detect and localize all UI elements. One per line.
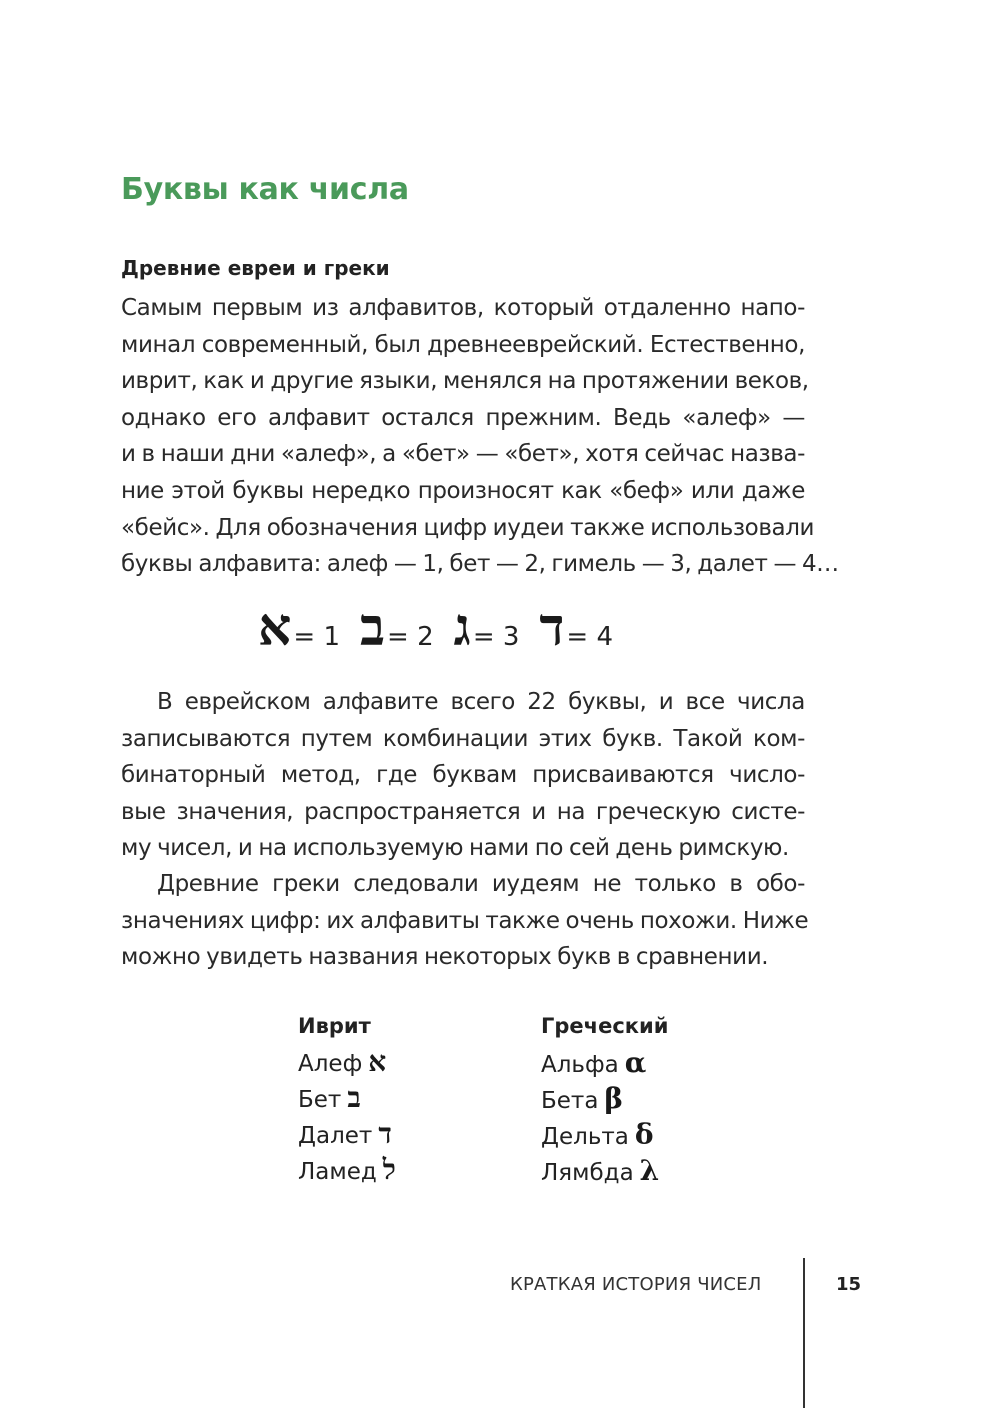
equation-term — [258, 597, 340, 658]
hebrew-glyph: א — [368, 1045, 387, 1078]
hebrew-glyph: ל — [382, 1153, 396, 1186]
greek-glyph: δ — [634, 1117, 654, 1151]
footer-divider — [803, 1258, 805, 1408]
section-subtitle: Древние евреи и греки — [121, 256, 390, 280]
greek-glyph: α — [624, 1045, 647, 1079]
table-header-row — [298, 1012, 668, 1044]
table-row — [298, 1080, 668, 1116]
header-hebrew: Иврит — [298, 1014, 371, 1038]
greek-name: Бета — [541, 1087, 599, 1114]
paragraph-greeks — [121, 866, 809, 976]
greek-cell — [541, 1080, 668, 1116]
equation-term — [539, 597, 614, 658]
equation-term — [453, 597, 520, 658]
paragraph-intro — [121, 290, 839, 583]
equation-value: = 2 — [387, 622, 434, 652]
text-line: минал современный, был древнееврейский. Естественно, — [121, 331, 805, 358]
hebrew-name: Алеф — [298, 1051, 363, 1077]
equation-value: = 4 — [566, 622, 614, 652]
text-line: ние этой буквы нередко произносят как «беф» или даже — [121, 477, 805, 504]
hebrew-letter: ב — [359, 597, 386, 658]
hebrew-glyph: ב — [347, 1081, 361, 1114]
text-line: и в наши дни «алеф», а «бет» — «бет», хотя сейчас назва- — [121, 441, 805, 468]
hebrew-name: Ламед — [298, 1159, 377, 1185]
hebrew-name: Бет — [298, 1087, 342, 1113]
hebrew-letter: א — [258, 597, 292, 658]
greek-glyph: λ — [639, 1153, 660, 1187]
table-row — [298, 1152, 668, 1188]
hebrew-cell — [298, 1044, 541, 1080]
equation-value: = 1 — [293, 622, 340, 652]
greek-cell — [541, 1152, 668, 1188]
text-line: Самым первым из алфавитов, который отдаленно напо- — [121, 295, 805, 321]
table-row — [298, 1044, 668, 1080]
text-line: можно увидеть названия некоторых букв в сравнении. — [121, 944, 769, 971]
text-line: значениях цифр: их алфавиты также очень похожи. Ниже — [121, 907, 809, 934]
hebrew-name: Далет — [298, 1123, 373, 1149]
text-line: записываются путем комбинации этих букв. Такой ком- — [121, 725, 805, 752]
greek-cell — [541, 1116, 668, 1152]
page-number: 15 — [836, 1274, 862, 1295]
text-line: «бейс». Для обозначения цифр иудеи также использовали — [121, 514, 815, 541]
hebrew-cell — [298, 1116, 541, 1152]
letter-value-equation — [258, 597, 633, 662]
hebrew-letter: ג — [453, 597, 471, 658]
table-row — [298, 1116, 668, 1152]
page-title: Буквы как числа — [121, 172, 409, 207]
text-line: В еврейском алфавите всего 22 буквы, и все числа — [157, 689, 805, 715]
text-line: иврит, как и другие языки, менялся на протяжении веков, — [121, 368, 809, 395]
hebrew-letter: ד — [539, 597, 565, 658]
text-line: Древние греки следовали иудеям не только в обо- — [157, 871, 805, 897]
running-title: КРАТКАЯ ИСТОРИЯ ЧИСЕЛ — [510, 1274, 762, 1295]
text-line: бинаторный метод, где буквам присваиваются число- — [121, 762, 805, 789]
equation-value: = 3 — [472, 622, 520, 652]
text-line: буквы алфавита: алеф — 1, бет — 2, гимель — 3, далет — 4… — [121, 551, 839, 578]
hebrew-cell — [298, 1080, 541, 1116]
text-line: му чисел, и на используемую нами по сей день римскую. — [121, 835, 789, 862]
equation-term — [359, 597, 434, 658]
greek-name: Альфа — [541, 1051, 619, 1078]
greek-name: Лямбда — [541, 1159, 634, 1186]
hebrew-cell — [298, 1152, 541, 1188]
header-greek: Греческий — [541, 1014, 669, 1038]
paragraph-combinatorics — [121, 684, 805, 867]
greek-cell — [541, 1044, 668, 1080]
alphabet-comparison-table — [298, 1012, 668, 1188]
greek-glyph: β — [604, 1081, 624, 1115]
greek-name: Дельта — [541, 1123, 629, 1150]
hebrew-glyph: ד — [378, 1117, 392, 1150]
text-line: однако его алфавит остался прежним. Ведь «алеф» — — [121, 404, 805, 431]
text-line: вые значения, распространяется и на греческую систе- — [121, 798, 805, 825]
